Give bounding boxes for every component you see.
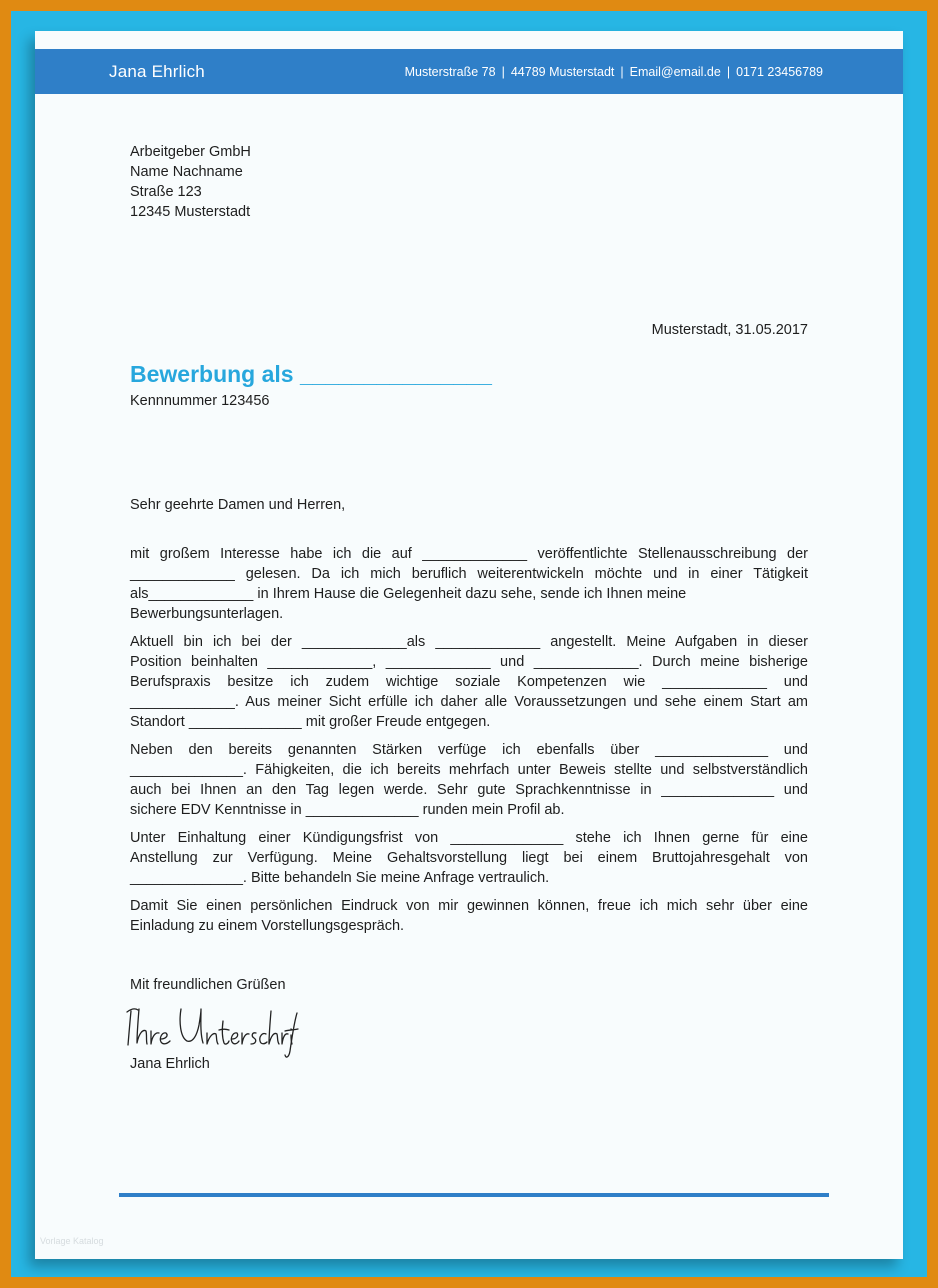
paragraph-line: Standort ______________ mit großer Freude entgegen.: [130, 714, 491, 730]
paragraph-interview: [130, 896, 808, 936]
paragraph-line: Position beinhalten _____________, _____________ und _____________. Durch meine bisherige: [130, 654, 808, 670]
paragraph-line: _____________ gelesen. Da ich mich beruflich weiterentwickeln möchte und in einer Tätigkeit: [130, 566, 808, 582]
paragraph-line: Damit Sie einen persönlichen Eindruck von mir gewinnen können, freue ich mich sehr über eine: [130, 898, 808, 914]
recipient-city: 12345 Musterstadt: [130, 204, 251, 220]
paragraph-line: ______________. Fähigkeiten, die ich bereits mehrfach unter Beweis stellte und selbstverständlich: [130, 762, 808, 778]
paragraph-line: Aktuell bin ich bei der _____________als _____________ angestellt. Meine Aufgaben in dieser: [130, 634, 808, 650]
paragraph-current-position: [130, 632, 808, 732]
paragraph-line: mit großem Interesse habe ich die auf _____________ veröffentlichte Stellenausschreibung der: [130, 546, 808, 562]
paragraph-line: ______________. Bitte behandeln Sie meine Anfrage vertraulich.: [130, 870, 550, 886]
contact-separator: |: [620, 65, 624, 79]
closing-phrase: Mit freundlichen Grüßen: [130, 977, 286, 993]
handwritten-signature: [125, 999, 300, 1061]
letter-date: Musterstadt, 31.05.2017: [651, 322, 808, 338]
paragraph-line: Neben den bereits genannten Stärken verfüge ich ebenfalls über ______________ und: [130, 742, 808, 758]
paragraph-line: sichere EDV Kenntnisse in ______________ runden mein Profil ab.: [130, 802, 565, 818]
paragraph-line: auch bei Ihnen an den Tag legen werde. Sehr gute Sprachkenntnisse in ______________ und: [130, 782, 808, 798]
paragraph-availability: [130, 828, 808, 888]
sender-email: Email@email.de: [629, 65, 721, 79]
signer-name: Jana Ehrlich: [130, 1056, 210, 1072]
paragraph-line: Berufspraxis besitze ich zudem wichtige soziale Kompetenzen wie _____________ und: [130, 674, 808, 690]
paragraph-line: Bewerbungsunterlagen.: [130, 606, 284, 622]
watermark: Vorlage Katalog: [40, 1236, 104, 1246]
letterhead-bar: [35, 49, 903, 94]
salutation: Sehr geehrte Damen und Herren,: [130, 497, 346, 513]
paragraph-line: _____________. Aus meiner Sicht erfülle ich daher alle Voraussetzungen und sehe einem Start am: [130, 694, 808, 710]
recipient-person: Name Nachname: [130, 164, 243, 180]
reference-number: Kennnummer 123456: [130, 393, 270, 409]
sender-name: Jana Ehrlich: [109, 62, 205, 81]
letter-page: [35, 31, 903, 1259]
paragraph-strengths: [130, 740, 808, 820]
contact-separator: |: [726, 65, 731, 79]
sender-phone: 0171 23456789: [736, 65, 823, 79]
sender-street: Musterstraße 78: [404, 65, 496, 79]
sender-contact-line: [405, 65, 823, 79]
paragraph-line: Einladung zu einem Vorstellungsgespräch.: [130, 918, 405, 934]
paragraph-line: Unter Einhaltung einer Kündigungsfrist von ______________ stehe ich Ihnen gerne für eine: [130, 830, 808, 846]
paragraph-line: als_____________ in Ihrem Hause die Gelegenheit dazu sehe, sende ich Ihnen meine: [130, 586, 687, 602]
sender-city: 44789 Musterstadt: [510, 65, 615, 79]
recipient-street: Straße 123: [130, 184, 202, 200]
recipient-company: Arbeitgeber GmbH: [130, 144, 251, 160]
recipient-address: [130, 142, 251, 222]
footer-rule: [119, 1193, 829, 1197]
contact-separator: |: [501, 65, 505, 79]
paragraph-intro: [130, 544, 808, 624]
paragraph-line: Anstellung zur Verfügung. Meine Gehaltsvorstellung liegt bei einem Bruttojahresgehalt von: [130, 850, 808, 866]
letter-subject: Bewerbung als _______________: [130, 361, 492, 387]
